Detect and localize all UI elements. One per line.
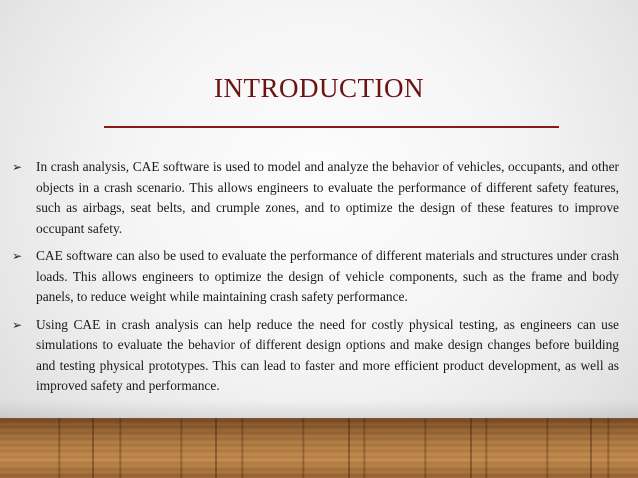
- slide-title: INTRODUCTION: [214, 73, 424, 103]
- bullet-text: CAE software can also be used to evaluate the performance of different materials and structures under crash loads. This allows engineers to optimize the design of vehicle components, such as the frame and body panels, to reduce weight while maintaining crash safety performance.: [36, 248, 619, 304]
- bullet-list: [12, 157, 619, 404]
- floor-plank-seam: [92, 418, 94, 478]
- title-underline: [104, 126, 559, 128]
- bullet-item: [12, 157, 619, 239]
- bullet-text: Using CAE in crash analysis can help reduce the need for costly physical testing, as engineers can use simulations to evaluate the behavior of different design options and make design changes before building and testing physical prototypes. This can lead to faster and more efficient product development, as well as improved safety and performance.: [36, 316, 619, 393]
- wooden-floor-decoration: [0, 418, 638, 478]
- bullet-item: [12, 246, 619, 308]
- floor-plank-seam: [215, 418, 217, 478]
- bullet-item: [12, 315, 619, 397]
- arrow-bullet-icon: ➢: [12, 249, 23, 263]
- bullet-text: In crash analysis, CAE software is used to model and analyze the behavior of vehicles, occupants, and other objects in a crash scenario. This allows engineers to evaluate the performance of different safety features, such as airbags, seat belts, and crumple zones, and to optimize the design of these features to improve occupant safety.: [36, 159, 619, 236]
- floor-plank-seam: [590, 418, 592, 478]
- floor-plank-seam: [470, 418, 472, 478]
- arrow-bullet-icon: ➢: [12, 160, 23, 174]
- arrow-bullet-icon: ➢: [12, 317, 23, 332]
- floor-plank-seam: [348, 418, 350, 478]
